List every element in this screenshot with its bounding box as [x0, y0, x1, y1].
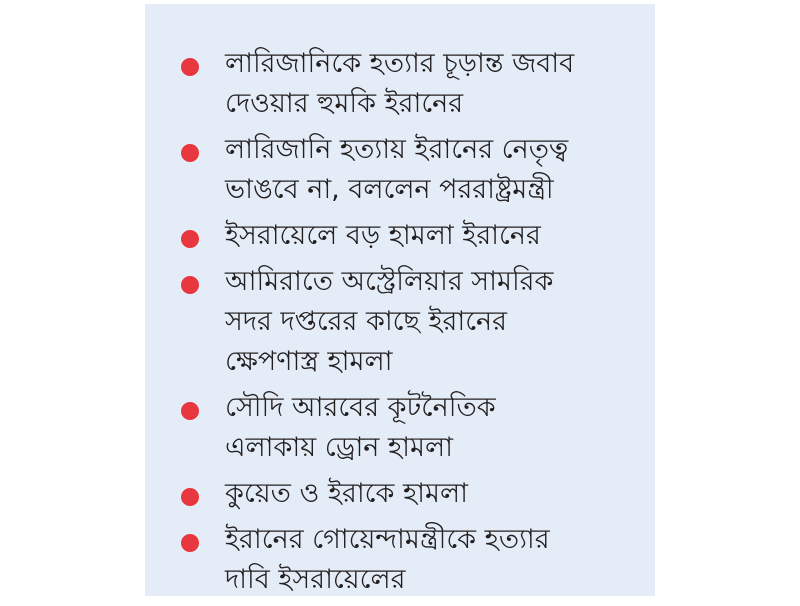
headline-text: সৌদি আরবের কূটনৈতিক এলাকায় ড্রোন হামলা [225, 392, 496, 463]
headline-item [145, 520, 655, 600]
bullet-icon [181, 230, 199, 248]
bullet-icon [181, 276, 199, 294]
headline-item [145, 388, 655, 468]
headline-text: ইরানের গোয়েন্দামন্ত্রীকে হত্যার দাবি ইসরায়েলের [225, 524, 550, 595]
headline-item [145, 262, 655, 382]
headline-text: কুয়েত ও ইরাকে হামলা [225, 478, 468, 509]
bullet-icon [181, 144, 199, 162]
bullet-icon [181, 402, 199, 420]
headline-list [145, 44, 655, 606]
bullet-icon [181, 534, 199, 552]
headline-text: লারিজানিকে হত্যার চূড়ান্ত জবাব দেওয়ার হুমকি ইরানের [225, 48, 575, 119]
headline-item [145, 130, 655, 210]
bullet-icon [181, 58, 199, 76]
headline-text: ইসরায়েলে বড় হামলা ইরানের [225, 220, 541, 251]
headline-item [145, 216, 655, 256]
headline-item [145, 44, 655, 124]
bullet-icon [181, 488, 199, 506]
headline-text: আমিরাতে অস্ট্রেলিয়ার সামরিক সদর দপ্তরের কাছে ইরানের ক্ষেপণাস্ত্র হামলা [225, 266, 554, 377]
headline-item [145, 474, 655, 514]
headline-text: লারিজানি হত্যায় ইরানের নেতৃত্ব ভাঙবে না, বললেন পররাষ্ট্রমন্ত্রী [225, 134, 569, 205]
news-summary-panel [145, 4, 655, 596]
